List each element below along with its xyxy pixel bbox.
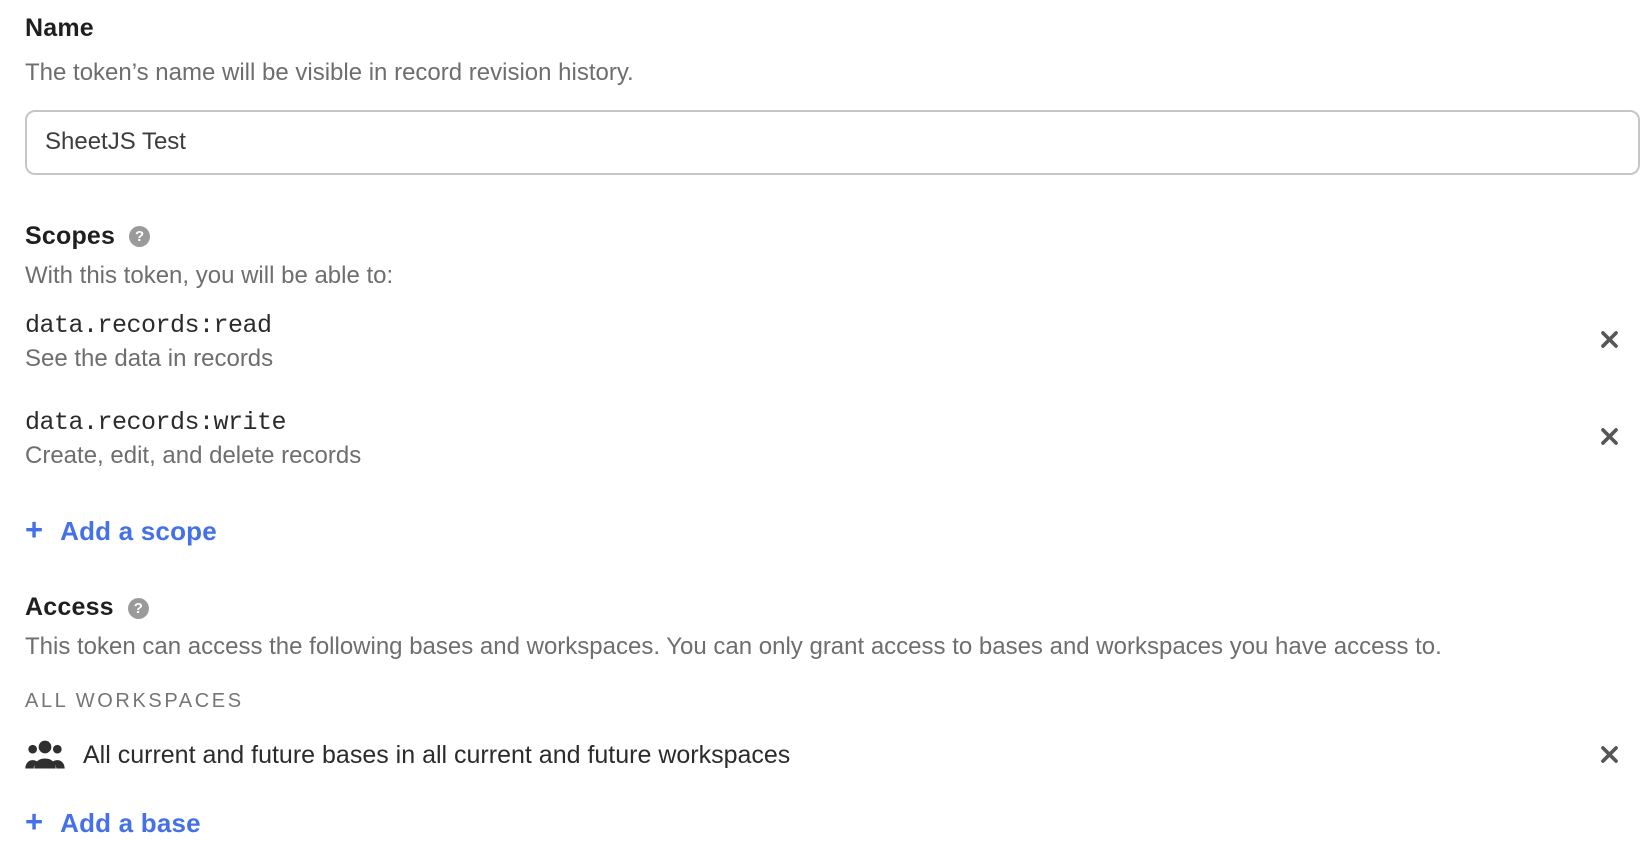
remove-scope-button[interactable] xyxy=(1597,327,1622,355)
scopes-heading: Scopes xyxy=(25,221,116,250)
add-scope-button[interactable] xyxy=(25,512,217,548)
add-base-button[interactable] xyxy=(25,804,201,840)
close-icon xyxy=(1599,744,1620,768)
workspace-group-label: ALL WORKSPACES xyxy=(25,690,244,713)
scope-name: data.records:write xyxy=(25,407,287,437)
scope-row xyxy=(25,405,1640,471)
scopes-heading-row xyxy=(25,220,1640,253)
access-heading-row xyxy=(25,591,1640,624)
remove-scope-button[interactable] xyxy=(1597,424,1622,452)
scope-description: Create, edit, and delete records xyxy=(25,441,362,469)
name-section xyxy=(25,12,1640,175)
scopes-intro: With this token, you will be able to: xyxy=(25,262,394,290)
access-section xyxy=(25,591,1640,839)
access-help-icon[interactable]: ? xyxy=(128,598,149,619)
plus-icon: + xyxy=(25,512,44,548)
scope-row xyxy=(25,308,1640,374)
workspace-access-label: All current and future bases in all current and future workspaces xyxy=(83,741,791,770)
add-base-label: Add a base xyxy=(60,807,201,838)
add-scope-label: Add a scope xyxy=(60,515,217,546)
scopes-section xyxy=(25,220,1640,547)
scope-info xyxy=(25,405,361,471)
token-name-input[interactable] xyxy=(25,110,1640,175)
access-heading: Access xyxy=(25,592,114,621)
plus-icon: + xyxy=(25,804,44,840)
scopes-help-icon[interactable]: ? xyxy=(129,226,150,247)
scope-info xyxy=(25,308,273,374)
name-description: The token’s name will be visible in record revision history. xyxy=(25,58,634,86)
scope-name: data.records:read xyxy=(25,311,272,341)
close-icon xyxy=(1599,426,1620,450)
people-group-icon xyxy=(25,740,65,772)
remove-workspace-access-button[interactable] xyxy=(1597,742,1622,770)
name-heading: Name xyxy=(25,14,94,42)
scope-description: See the data in records xyxy=(25,345,274,373)
workspace-access-row xyxy=(25,739,1640,772)
close-icon xyxy=(1599,329,1620,353)
access-description: This token can access the following bases and workspaces. You can only grant access to bases and workspaces you have access to. xyxy=(25,633,1442,661)
